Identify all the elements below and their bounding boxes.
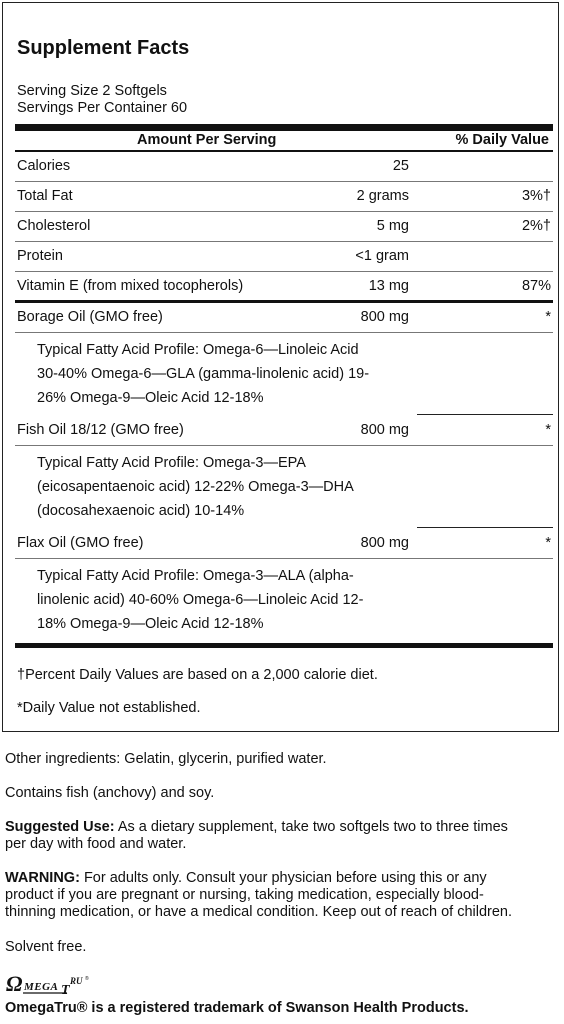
thick-divider xyxy=(15,643,553,648)
table-row-fish-oil: Fish Oil 18/12 (GMO free) 800 mg * xyxy=(17,422,551,438)
header-amount-per-serving: Amount Per Serving xyxy=(137,132,277,148)
flax-oil-profile: Typical Fatty Acid Profile: Omega-3—ALA (alpha- linolenic acid) 40-60% Omega-6—Linoleic Acid 12- 18% Omega-9—Oleic Acid 12-18% xyxy=(37,568,364,632)
trademark-notice: OmegaTru® is a registered trademark of Swanson Health Products. xyxy=(5,1000,469,1016)
svg-text:®: ® xyxy=(85,976,89,982)
footnote-dv-not-established: *Daily Value not established. xyxy=(17,700,201,716)
header-daily-value: % Daily Value xyxy=(455,132,549,148)
servings-per-container: Servings Per Container 60 xyxy=(17,100,188,116)
svg-text:MEGA: MEGA xyxy=(24,981,59,993)
svg-text:T: T xyxy=(61,983,70,998)
row-divider xyxy=(15,332,553,333)
omegatru-logo xyxy=(5,970,115,998)
warning-label: WARNING: xyxy=(5,870,80,886)
panel-title: Supplement Facts xyxy=(17,37,190,59)
table-row-borage-oil: Borage Oil (GMO free) 800 mg * xyxy=(17,309,551,325)
supplement-facts-panel xyxy=(2,2,559,732)
table-row-flax-oil: Flax Oil (GMO free) 800 mg * xyxy=(17,535,551,551)
table-row-total-fat: Total Fat 2 grams 3%† xyxy=(17,188,551,204)
row-divider xyxy=(417,414,553,415)
row-divider xyxy=(417,527,553,528)
table-row-protein: Protein <1 gram xyxy=(17,248,409,264)
warning: WARNING: For adults only. Consult your physician before using this or any product if you are pregnant or nursing, taking medication, especially blood- thinning medication, or have a medical condition. Keep out of reach of children. xyxy=(5,870,513,920)
allergen-statement: Contains fish (anchovy) and soy. xyxy=(5,785,215,801)
suggested-use-label: Suggested Use: xyxy=(5,819,115,835)
svg-text:Ω: Ω xyxy=(6,971,23,996)
table-row-calories: Calories 25 xyxy=(17,158,409,174)
row-divider xyxy=(15,445,553,446)
table-row-cholesterol: Cholesterol 5 mg 2%† xyxy=(17,218,551,234)
row-divider xyxy=(15,558,553,559)
footnote-percent-dv: †Percent Daily Values are based on a 2,000 calorie diet. xyxy=(17,667,378,683)
table-row-vitamin-e: Vitamin E (from mixed tocopherols) 13 mg 87% xyxy=(17,278,551,294)
svg-text:RU: RU xyxy=(70,976,83,986)
borage-oil-profile: Typical Fatty Acid Profile: Omega-6—Linoleic Acid 30-40% Omega-6—GLA (gamma-linolenic acid) 19- 26% Omega-9—Oleic Acid 12-18% xyxy=(37,342,370,406)
suggested-use: Suggested Use: As a dietary supplement, take two softgels two to three times per day with food and water. xyxy=(5,819,508,852)
thick-divider xyxy=(15,124,553,131)
other-ingredients: Other ingredients: Gelatin, glycerin, purified water. xyxy=(5,751,327,767)
solvent-free: Solvent free. xyxy=(5,939,87,955)
fish-oil-profile: Typical Fatty Acid Profile: Omega-3—EPA (eicosapentaenoic acid) 12-22% Omega-3—DHA (docosahexaenoic acid) 10-14% xyxy=(37,455,354,519)
serving-size: Serving Size 2 Softgels xyxy=(17,83,167,99)
